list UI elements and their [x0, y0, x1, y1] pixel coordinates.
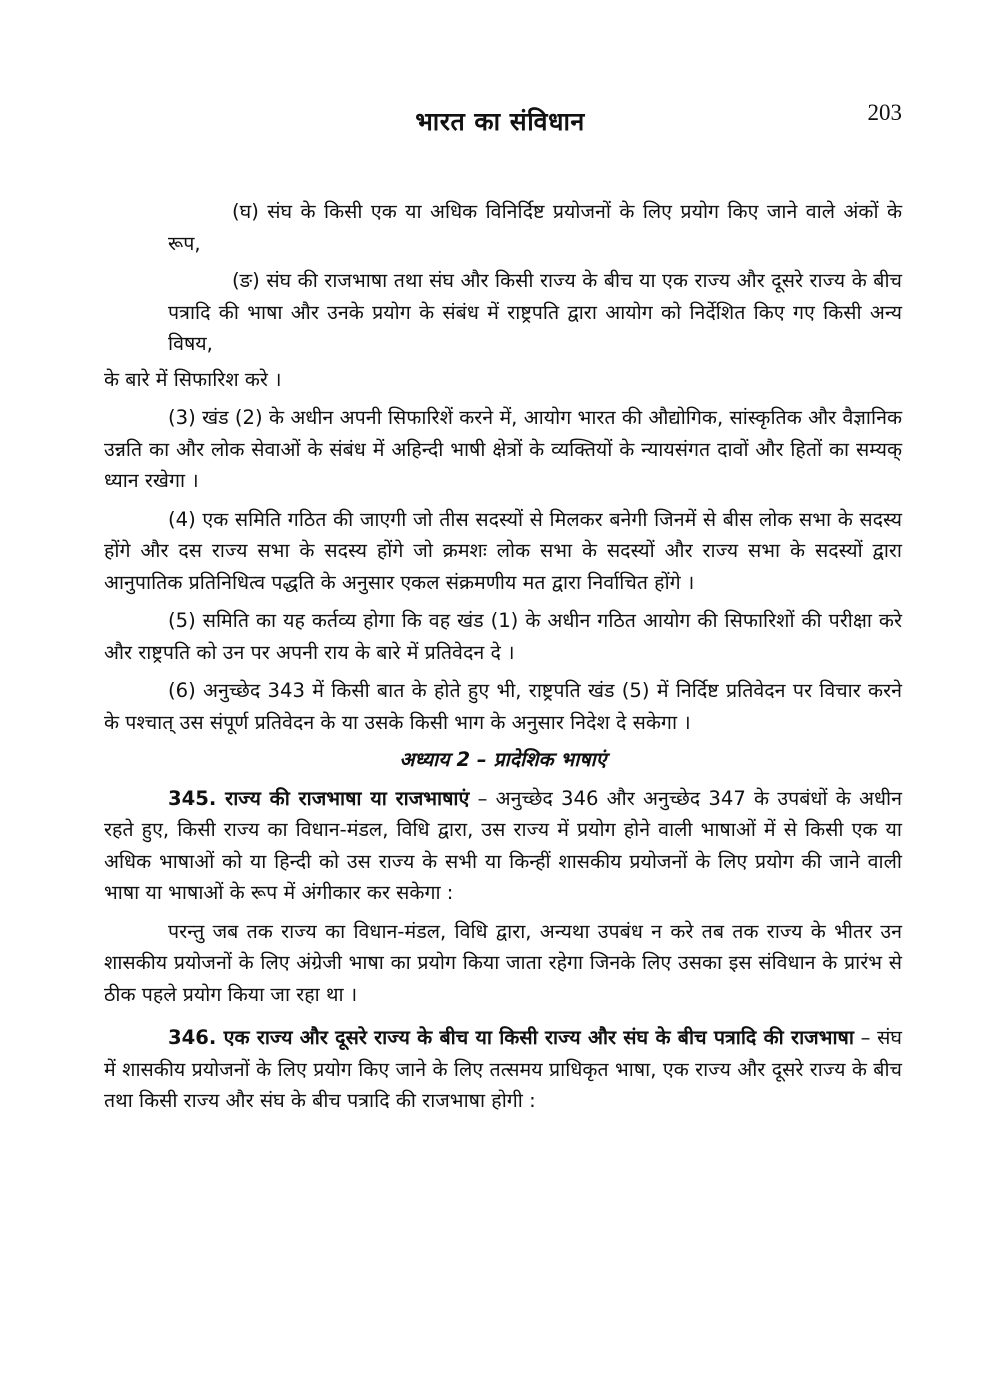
- article-345: [104, 783, 902, 909]
- clause-nga-text: (ङ) संघ की राजभाषा तथा संघ और किसी राज्य के बीच या एक राज्य और दूसरे राज्य के बीच पत्रादि की भाषा और उनके प्रयोग के संबंध में राष्ट्रपति द्वारा आयोग को निर्देशित किए गए किसी अन्य विषय,: [168, 269, 902, 355]
- article-346: [104, 1022, 902, 1117]
- page-number: 203: [867, 100, 902, 125]
- article-346-heading: 346. एक राज्य और दूसरे राज्य के बीच या किसी राज्य और संघ के बीच पत्रादि की राजभाषा: [168, 1026, 854, 1049]
- article-346-body: – संघ में शासकीय प्रयोजनों के लिए प्रयोग किए जाने के लिए तत्समय प्राधिकृत भाषा, एक राज्य और दूसरे राज्य के बीच तथा किसी राज्य और संघ के बीच पत्रादि की राजभाषा होगी :: [104, 1026, 902, 1112]
- clause-gha: [104, 196, 902, 259]
- clause-closing: के बारे में सिफारिश करे ।: [104, 367, 282, 391]
- page-header: [0, 0, 1000, 150]
- paragraph-6: (6) अनुच्छेद 343 में किसी बात के होते हुए भी, राष्ट्रपति खंड (5) में निर्दिष्ट प्रतिवेदन पर विचार करने के पश्चात् उस संपूर्ण प्रतिवेदन के या उसके किसी भाग के अनुसार निदेश दे सकेगा ।: [104, 679, 902, 734]
- clause-nga: [104, 265, 902, 360]
- chapter-heading: अध्याय 2 – प्रादेशिक भाषाएं: [399, 748, 607, 771]
- document-body: [104, 196, 902, 1117]
- paragraph-3: (3) खंड (2) के अधीन अपनी सिफारिशें करने में, आयोग भारत की औद्योगिक, सांस्कृतिक और वैज्ञानिक उन्नति का और लोक सेवाओं के संबंध में अहिन्दी भाषी क्षेत्रों के व्यक्तियों के न्यायसंगत दावों और हितों का सम्यक् ध्यान रखेगा ।: [104, 406, 902, 492]
- running-title: भारत का संविधान: [415, 107, 585, 136]
- article-345-proviso: परन्तु जब तक राज्य का विधान-मंडल, विधि द्वारा, अन्यथा उपबंध न करे तब तक राज्य के भीतर उन शासकीय प्रयोजनों के लिए अंग्रेजी भाषा का प्रयोग किया जाता रहेगा जिनके लिए उसका इस संविधान के प्रारंभ से ठीक पहले प्रयोग किया जा रहा था ।: [104, 919, 902, 1006]
- paragraph-5: (5) समिति का यह कर्तव्य होगा कि वह खंड (1) के अधीन गठित आयोग की सिफारिशों की परीक्षा करे और राष्ट्रपति को उन पर अपनी राय के बारे में प्रतिवेदन दे ।: [104, 609, 902, 664]
- paragraph-4: (4) एक समिति गठित की जाएगी जो तीस सदस्यों से मिलकर बनेगी जिनमें से बीस लोक सभा के सदस्य होंगे और दस राज्य सभा के सदस्य होंगे जो क्रमशः लोक सभा के सदस्यों और राज्य सभा के सदस्यों द्वारा आनुपातिक प्रतिनिधित्व पद्धति के अनुसार एकल संक्रमणीय मत द्वारा निर्वाचित होंगे ।: [104, 507, 902, 594]
- clause-gha-text: (घ) संघ के किसी एक या अधिक विनिर्दिष्ट प्रयोजनों के लिए प्रयोग किए जाने वाले अंकों के रूप,: [168, 200, 902, 255]
- article-345-body: – अनुच्छेद 346 और अनुच्छेद 347 के उपबंधों के अधीन रहते हुए, किसी राज्य का विधान-मंडल, विधि द्वारा, उस राज्य में प्रयोग होने वाली भाषाओं में से किसी एक या अधिक भाषाओं को या हिन्दी को उस राज्य के सभी या किन्हीं शासकीय प्रयोजनों के लिए प्रयोग की जाने वाली भाषा या भाषाओं के रूप में अंगीकार कर सकेगा :: [104, 786, 902, 904]
- article-345-heading: 345. राज्य की राजभाषा या राजभाषाएं: [168, 786, 470, 810]
